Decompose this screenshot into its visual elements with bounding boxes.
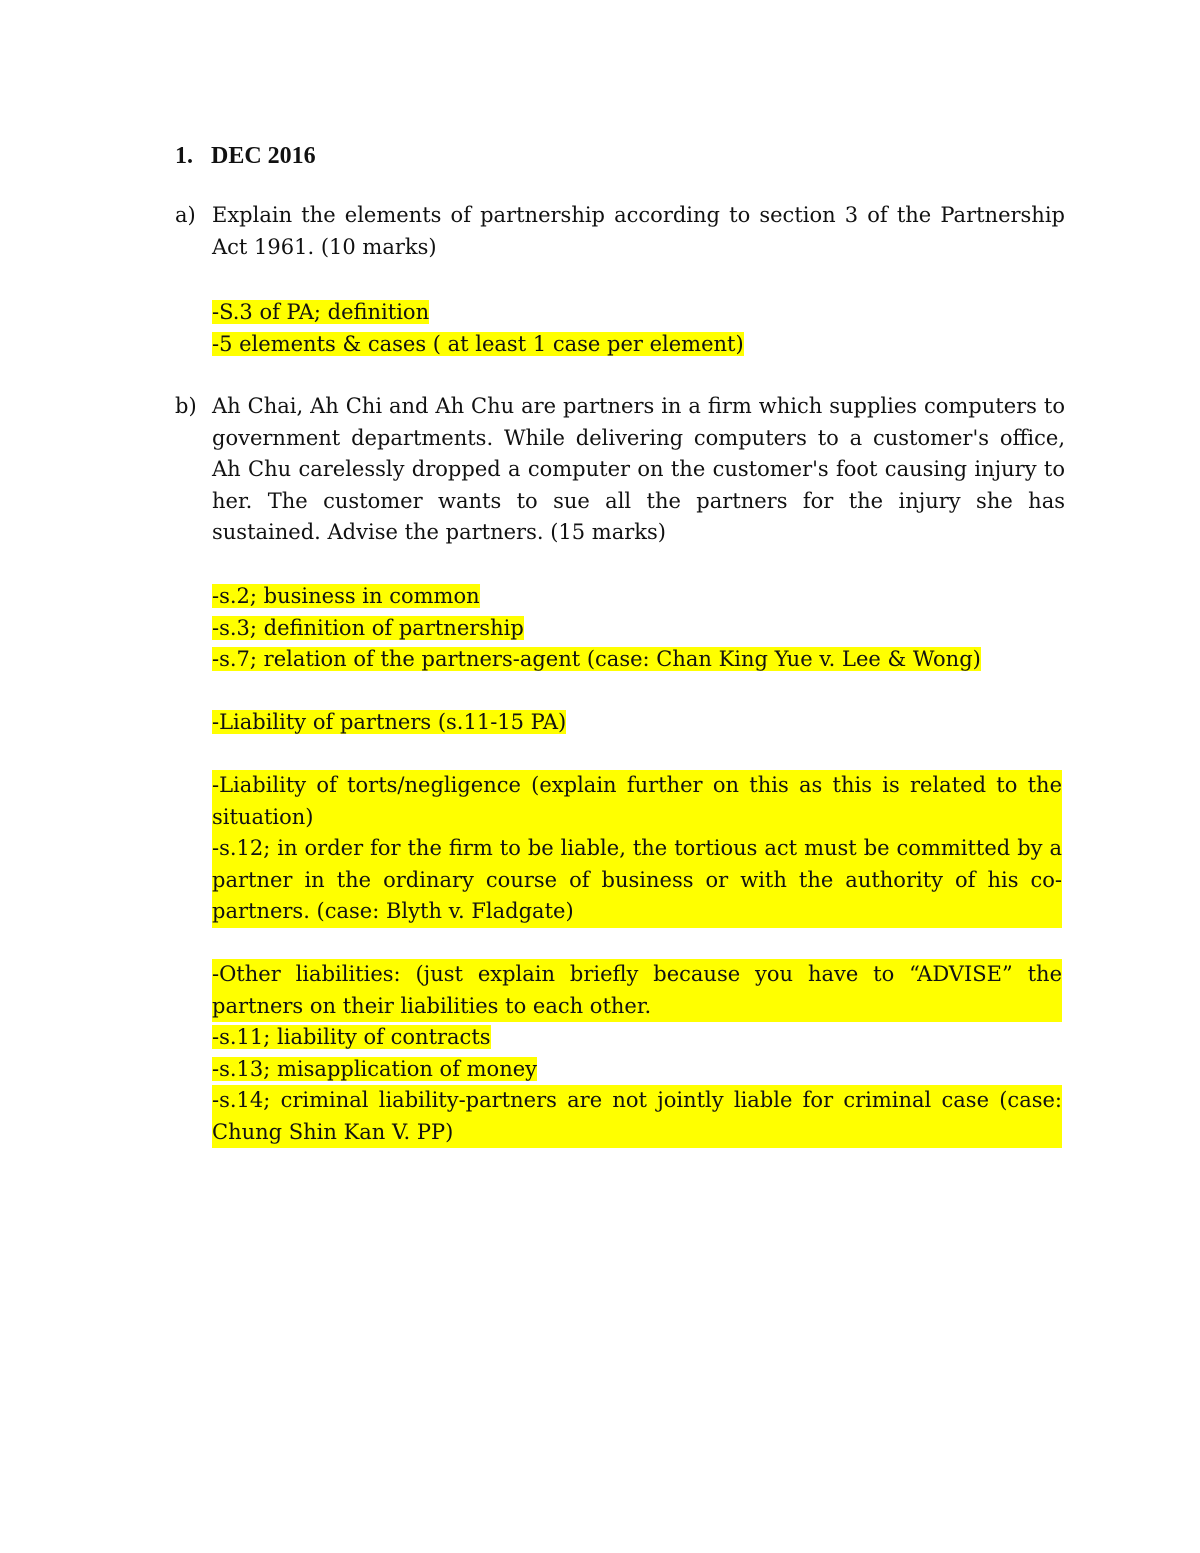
question-a-text: Explain the elements of partnership according to section 3 of the Partnership Act 1961. (10 marks) xyxy=(212,203,1065,259)
note-paragraph: -s.14; criminal liability-partners are not jointly liable for criminal case (case: Chung Shin Kan V. PP) xyxy=(212,1085,1062,1148)
note-paragraph: -Other liabilities: (just explain briefly because you have to “ADVISE” the partners on their liabilities to each other. xyxy=(212,959,1062,1022)
question-b-label: b) xyxy=(175,394,197,418)
heading-number: 1. xyxy=(175,143,193,169)
question-b-notes xyxy=(212,581,1062,1148)
note-line: -s.11; liability of contracts xyxy=(212,1025,491,1049)
note-line: -5 elements & cases ( at least 1 case per element) xyxy=(212,331,744,356)
note-line: -s.7; relation of the partners-agent (case: Chan King Yue v. Lee & Wong) xyxy=(212,647,981,671)
question-b xyxy=(175,391,1065,549)
question-a-label: a) xyxy=(175,203,196,227)
question-a-notes xyxy=(212,297,1062,360)
note-line: -S.3 of PA; definition xyxy=(212,300,430,324)
note-line: -Liability of partners (s.11-15 PA) xyxy=(212,710,567,734)
note-line: -s.2; business in common xyxy=(212,584,480,608)
question-b-text: Ah Chai, Ah Chi and Ah Chu are partners in a firm which supplies computers to government departments. While delivering computers to a customer's office, Ah Chu carelessly dropped a computer on the customer's foot causing injury to her. The customer wants to sue all the partners for the injury she has sustained. Advise the partners. (15 marks) xyxy=(212,394,1065,544)
note-paragraph: -s.12; in order for the firm to be liable, the tortious act must be committed by a partner in the ordinary course of business or with the authority of his co-partners. (case: Blyth v. Fladgate) xyxy=(212,833,1062,928)
note-line: -s.3; definition of partnership xyxy=(212,615,524,640)
spacer xyxy=(212,676,1062,708)
note-paragraph: -Liability of torts/negligence (explain further on this as this is related to the situation) xyxy=(212,770,1062,833)
spacer xyxy=(212,928,1062,960)
note-line: -s.13; misapplication of money xyxy=(212,1056,538,1081)
section-heading xyxy=(175,141,316,171)
heading-title: DEC 2016 xyxy=(211,143,316,169)
spacer xyxy=(212,739,1062,771)
question-a xyxy=(175,200,1065,263)
